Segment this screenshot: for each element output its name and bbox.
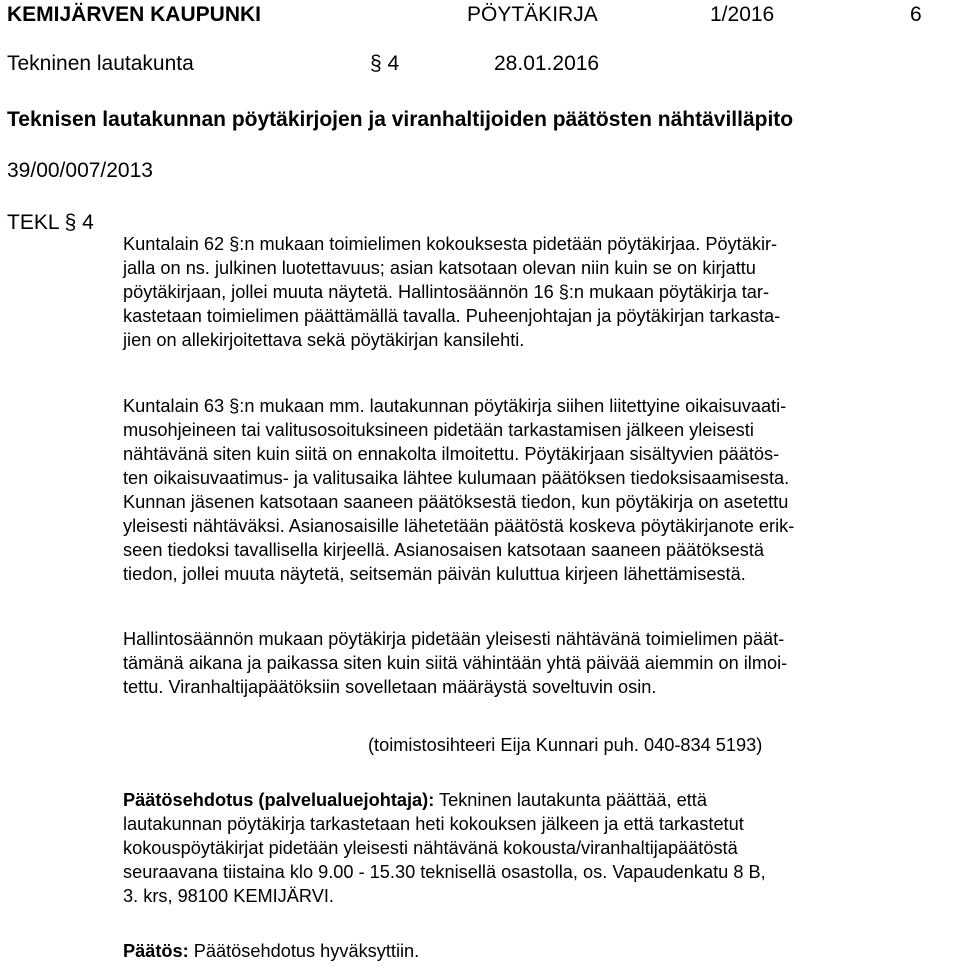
decision-text: Päätösehdotus hyväksyttiin. [188,941,420,961]
text-line: kokouspöytäkirjat pidetään yleisesti nähtävänä kokousta/viranhaltijapäätöstä [123,838,738,858]
reference-number: 39/00/007/2013 [7,159,153,182]
text-line: seuraavana tiistaina klo 9.00 - 15.30 teknisellä osastolla, os. Vapaudenkatu 8 B, [123,862,766,882]
proposal-label: Päätösehdotus (palvelualuejohtaja): [123,790,435,810]
committee-name: Tekninen lautakunta [7,52,194,75]
decision [123,941,419,962]
section-number: § 4 [370,52,400,75]
contact-info: (toimistosihteeri Eija Kunnari puh. 040-834 5193) [368,735,763,755]
page-title: Teknisen lautakunnan pöytäkirjojen ja viranhaltijoiden päätösten nähtävilläpito [7,108,794,131]
text-line: jien on allekirjoitettava sekä pöytäkirjan kansilehti. [123,330,525,350]
text-line: pöytäkirjaan, jollei muuta näytetä. Hallintosäännön 16 §:n mukaan pöytäkirja tar- [123,282,770,302]
text-line: yleisesti nähtäväksi. Asianosaisille lähetetään päätöstä koskeva pöytäkirjanote erik- [123,516,795,536]
text-line: ten oikaisuvaatimus- ja valitusaika lähtee kulumaan päätöksen tiedoksisaamisesta. [123,468,790,488]
text-line: tiedon, jollei muuta näytetä, seitsemän päivän kuluttua kirjeen lähettämisestä. [123,564,746,584]
decision-label: Päätös: [123,941,189,961]
text-line: jalla on ns. julkinen luotettavuus; asian katsotaan olevan niin kuin se on kirjattu [123,258,756,278]
text-line: lautakunnan pöytäkirja tarkastetaan heti kokouksen jälkeen ja että tarkastetut [123,814,744,834]
text-line: seen tiedoksi tavallisella kirjeellä. Asianosaisen katsotaan saaneen päätöksestä [123,540,765,560]
text-line: Kuntalain 62 §:n mukaan toimielimen kokouksesta pidetään pöytäkirjaa. Pöytäkir- [123,234,778,254]
text-line: tämänä aikana ja paikassa siten kuin siitä vähintään yhtä päivää aiemmin on ilmoi- [123,653,788,673]
text-line: nähtävänä siten kuin siitä on ennakolta ilmoitettu. Pöytäkirjaan sisältyvien päätös- [123,444,780,464]
text-line: 3. krs, 98100 KEMIJÄRVI. [123,886,334,906]
meeting-date: 28.01.2016 [494,52,600,75]
text-line: kastetaan toimielimen päättämällä tavalla. Puheenjohtajan ja pöytäkirjan tarkasta- [123,306,781,326]
document-type: PÖYTÄKIRJA [467,3,598,26]
section-label: TEKL § 4 [7,211,94,234]
text-line: Kuntalain 63 §:n mukaan mm. lautakunnan pöytäkirja siihen liitettyine oikaisuvaati- [123,396,787,416]
proposal-first-line [123,790,707,811]
text-line: musohjeineen tai valitusosoituksineen pidetään tarkastamisen jälkeen yleisesti [123,420,754,440]
organization-name: KEMIJÄRVEN KAUPUNKI [7,3,261,26]
proposal-text: Tekninen lautakunta päättää, että [434,790,707,810]
text-line: Kunnan jäsenen katsotaan saaneen päätöksestä tiedon, kun pöytäkirja on asetettu [123,492,789,512]
text-line: tettu. Viranhaltijapäätöksiin sovelletaan määräystä soveltuvin osin. [123,677,657,697]
document-number: 1/2016 [710,3,775,26]
text-line: Hallintosäännön mukaan pöytäkirja pidetään yleisesti nähtävänä toimielimen päät- [123,629,785,649]
page-number: 6 [910,3,922,26]
